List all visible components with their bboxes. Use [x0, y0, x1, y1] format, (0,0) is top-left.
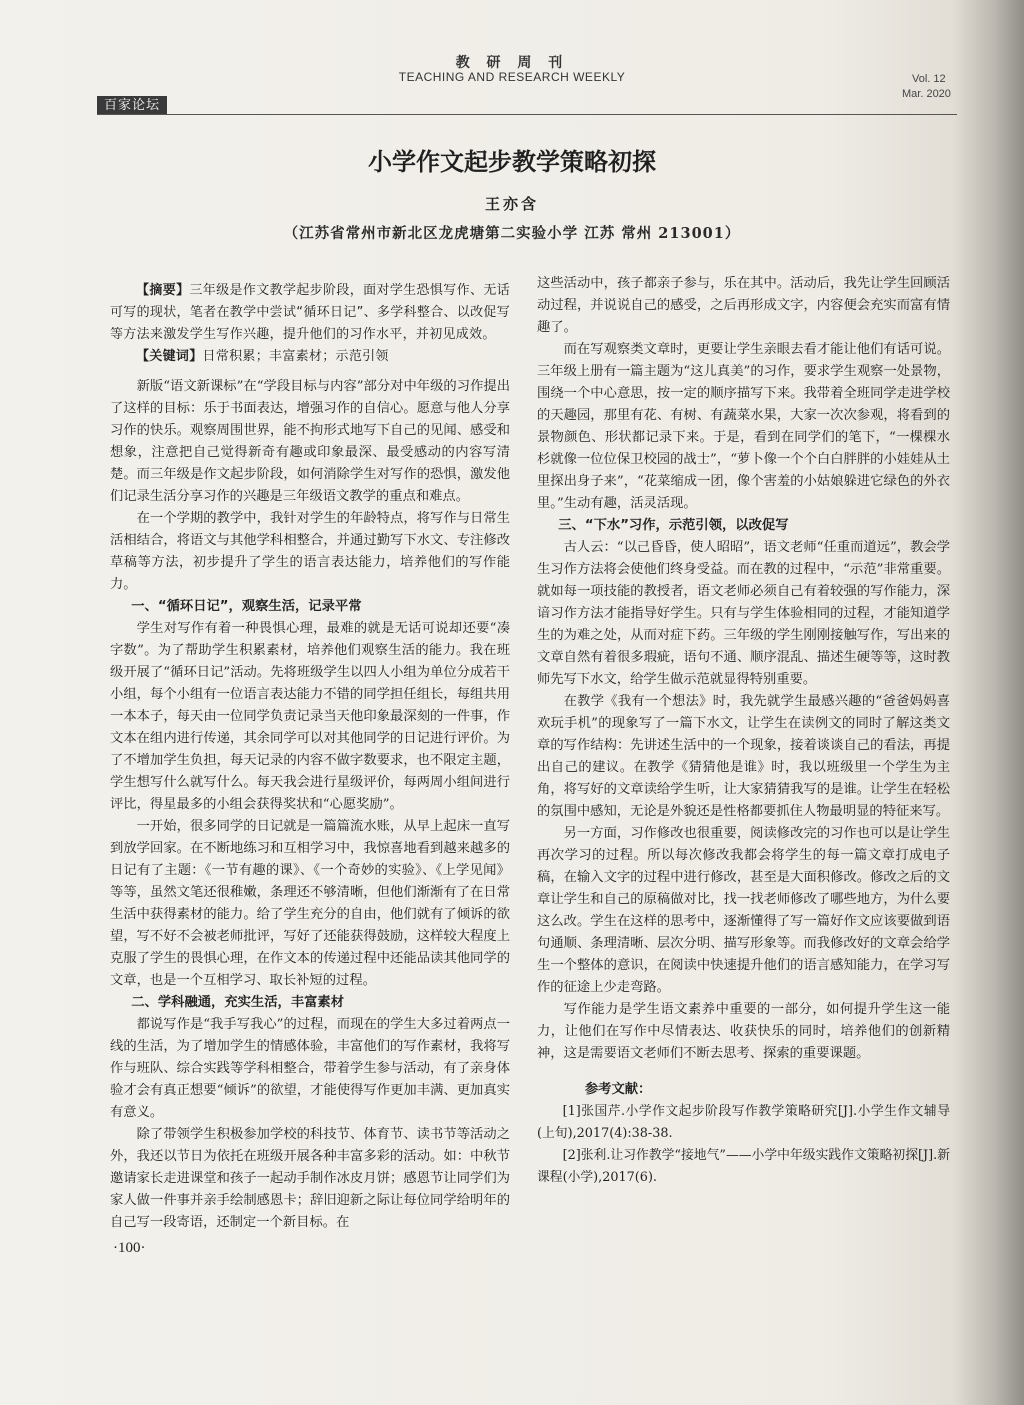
paragraph: 而在写观察类文章时，更要让学生亲眼去看才能让他们有话可说。三年级上册有一篇主题为“这儿真美”的习作，要求学生观察一处景物，围绕一个中心意思，按一定的顺序描写下来。我带着全班同学走进学校的天趣园，那里有花、有树、有蔬菜水果，大家一次次参观，将看到的景物颜色、形状都记录下来。于是，看到在同学们的笔下，“一棵棵水杉就像一位位保卫校园的战士”，“萝卜像一个个白白胖胖的小娃娃从土里探出身子来”，“花菜缩成一团，像个害羞的小姑娘躲进它绿色的外衣里。”生动有趣，活灵活现。	[537, 342, 950, 511]
reference-item: [2]张利.让习作教学“接地气”——小学中年级实践作文策略初探[J].新课程(小学),2017(6).	[537, 1148, 950, 1185]
article-affiliation: （江苏省常州市新北区龙虎塘第二实验小学 江苏 常州 213001）	[283, 225, 741, 242]
paragraph: 除了带领学生积极参加学校的科技节、体育节、读书节等活动之外，我还以节日为依托在班级开展各种丰富多彩的活动。如：中秋节邀请家长走进课堂和孩子一起动手制作冰皮月饼；感恩节让同学们为家人做一件事并亲手绘制感恩卡；辞旧迎新之际让每位同学给明年的自己写一段寄语，还制定一个新目标。在	[110, 1127, 510, 1230]
keywords-label: 【关键词】	[136, 349, 203, 364]
paragraph: 一开始，很多同学的日记就是一篇篇流水账，从早上起床一直写到放学回家。在不断地练习和互相学习中，我惊喜地看到越来越多的日记有了主题：《一节有趣的课》、《一个奇妙的实验》、《上学见闻》等等，虽然文笔还很稚嫩，条理还不够清晰，但他们渐渐有了在日常生活中获得素材的能力。给了学生充分的自由，他们就有了倾诉的欲望，写不好不会被老师批评，写好了还能获得鼓励，这样较大程度上克服了学生的畏惧心理，在作文本的传递过程中还能品读其他同学的文章，也是一个互相学习、取长补短的过程。	[110, 819, 510, 988]
journal-title-en: TEACHING AND RESEARCH WEEKLY	[398, 70, 626, 84]
journal-title-cn: 教 研 周 刊	[455, 55, 569, 71]
section-tag: 百家论坛	[97, 96, 167, 115]
paragraph: 学生对写作有着一种畏惧心理，最难的就是无话可说却还要“凑字数”。为了帮助学生积累素材，培养他们观察生活的能力。我在班级开展了“循环日记”活动。先将班级学生以四人小组为单位分成若干小组，每个小组有一位语言表达能力不错的同学担任组长，每组共用一本本子，每天由一位同学负责记录当天他印象最深刻的一件事，作文本在组内进行传递，其余同学可以对其他同学的日记进行评价。为了不增加学生负担，每天记录的内容不做字数要求，也不限定主题，学生想写什么就写什么。每天我会进行星级评价，每两周小组间进行评比，得星最多的小组会获得奖状和“心愿奖励”。	[110, 621, 510, 812]
volume-label: Vol. 12	[912, 73, 946, 85]
article-author: 王亦含	[484, 195, 539, 213]
abstract-label: 【摘要】	[136, 283, 190, 298]
paragraph: 在一个学期的教学中，我针对学生的年龄特点，将写作与日常生活相结合，将语文与其他学科相整合，并通过勤写下水文、专注修改草稿等方法，初步提升了学生的语言表达能力，培养他们的写作能力。	[110, 511, 510, 592]
paragraph: 另一方面，习作修改也很重要，阅读修改完的习作也可以是让学生再次学习的过程。所以每次修改我都会将学生的每一篇文章打成电子稿，在输入文字的过程中进行修改，甚至是大面积修改。修改之后的文章让学生和自己的原稿做对比，找一找老师修改了哪些地方，为什么要这么改。学生在这样的思考中，逐渐懂得了写一篇好作文应该要做到语句通顺、条理清晰、层次分明、描写形象等。而我修改好的文章会给学生一个整体的意识，在阅读中快速提升他们的语言感知能力，在学习写作的征途上少走弯路。	[537, 826, 950, 995]
paragraph: 写作能力是学生语文素养中重要的一部分，如何提升学生这一能力，让他们在写作中尽情表达、收获快乐的同时，培养他们的创新精神，这是需要语文老师们不断去思考、探索的重要课题。	[537, 1002, 950, 1061]
issue-date: Mar. 2020	[902, 88, 951, 100]
paragraph: 古人云：“以己昏昏，使人昭昭”，语文老师“任重而道远”，教会学生习作方法将会使他们终身受益。而在教的过程中，“示范”非常重要。就如每一项技能的教授者，语文老师必须自己有着较强的写作能力，深谙习作方法才能指导好学生。只有与学生体验相同的过程，才能知道学生的为难之处，从而对症下药。三年级的学生刚刚接触写作，写出来的文章自然有着很多瑕疵，语句不通、顺序混乱、描述生硬等等，这时教师先写下水文，给学生做示范就显得特别重要。	[537, 540, 950, 687]
spacer	[110, 368, 510, 376]
paragraph: 这些活动中，孩子都亲子参与，乐在其中。活动后，我先让学生回顾活动过程，并说说自己的感受，之后再形成文字，内容便会充实而富有情趣了。	[537, 276, 950, 335]
header-rule	[97, 114, 957, 115]
article-title: 小学作文起步教学策略初探	[368, 148, 656, 176]
paragraph: 新版“语文新课标”在“学段目标与内容”部分对中年级的习作提出了这样的目标：乐于书面表达，增强习作的自信心。愿意与他人分享习作的快乐。观察周围世界，能不拘形式地写下自己的见闻、感受和想象，注意把自己觉得新奇有趣或印象最深、最受感动的内容写清楚。而三年级是作文起步阶段，如何消除学生对写作的恐惧，激发他们记录生活分享习作的兴趣是三年级语文教学的重点和难点。	[110, 379, 510, 504]
abstract-text: 三年级是作文教学起步阶段，面对学生恐惧写作、无话可写的现状，笔者在教学中尝试“循环日记”、多学科整合、以改促写等方法来激发学生写作兴趣，提升他们的习作水平，并初见成效。	[110, 283, 510, 342]
paragraph: 在教学《我有一个想法》时，我先就学生最感兴趣的“爸爸妈妈喜欢玩手机”的现象写了一篇下水文，让学生在读例文的同时了解这类文章的写作结构：先讲述生活中的一个现象，接着谈谈自己的看法，再提出自己的建议。在教学《猜猜他是谁》时，我以班级里一个学生为主角，将写好的文章读给学生听，让大家猜猜我写的是谁。让学生在轻松的氛围中感知，无论是外貌还是性格都要抓住人物最明显的特征来写。	[537, 694, 950, 819]
paragraph: 都说写作是“我手写我心”的过程，而现在的学生大多过着两点一线的生活，为了增加学生的情感体验，丰富他们的写作素材，我将写作与班队、综合实践等学科相整合，带着学生参与活动，有了亲身体验才会有真正想要“倾诉”的欲望，才能使得写作更加丰满、更加真实有意义。	[110, 1017, 510, 1120]
section-heading-2: 二、学科融通，充实生活，丰富素材	[131, 995, 345, 1010]
abstract	[110, 280, 510, 346]
keywords-text: 日常积累；丰富素材；示范引领	[202, 349, 389, 364]
keywords	[110, 346, 510, 368]
reference-item: [1]张国芹.小学作文起步阶段写作教学策略研究[J].小学生作文辅导(上旬),2017(4):38-38.	[537, 1104, 950, 1141]
page-number: ·100·	[113, 1240, 146, 1256]
right-column	[537, 273, 950, 1189]
references-title: 参考文献：	[584, 1082, 652, 1097]
left-column	[110, 280, 510, 1234]
section-heading-1: 一、“循环日记”，观察生活，记录平常	[131, 599, 362, 614]
section-heading-3: 三、“下水”习作，示范引领，以改促写	[558, 518, 789, 533]
